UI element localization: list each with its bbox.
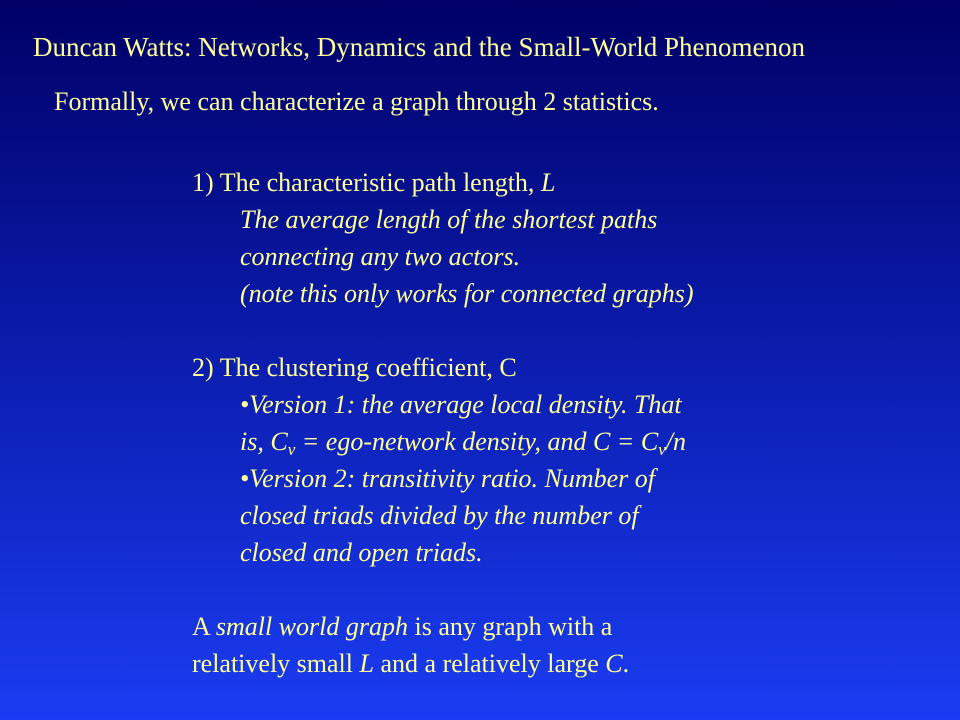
version1-line [192, 386, 694, 423]
stat1-line-text: The average length of the shortest paths [240, 205, 658, 234]
version2-text: closed triads divided by the number of [240, 501, 639, 530]
conclusion-part: and a relatively large [373, 649, 606, 678]
formula-part: is, C [240, 427, 288, 456]
version2-text: closed and open triads. [240, 538, 483, 567]
version1-text: •Version 1: the average local density. That [240, 390, 682, 419]
small-world-term: small world graph [215, 612, 408, 641]
conclusion-part: is any graph with a [408, 612, 613, 641]
conclusion-part: relatively small [192, 649, 360, 678]
stat1-line [192, 275, 694, 312]
version2-line [192, 460, 694, 497]
formula-part: /n [665, 427, 686, 456]
version1-line [192, 423, 694, 460]
spacer [192, 571, 694, 608]
subscript-v: v [287, 440, 296, 459]
formula-part: = ego-network density, and C = C [295, 427, 659, 456]
version1-formula [240, 427, 686, 459]
conclusion-part: . [622, 649, 630, 678]
conclusion-line [192, 645, 694, 682]
stat1-heading [192, 164, 694, 201]
spacer [192, 312, 694, 349]
stat1-line [192, 238, 694, 275]
slide-title: Duncan Watts: Networks, Dynamics and the Small-World Phenomenon [33, 32, 806, 62]
stat1-line [192, 201, 694, 238]
symbol-C: C [605, 649, 623, 678]
version2-text: •Version 2: transitivity ratio. Number of [240, 464, 655, 493]
version2-line [192, 534, 694, 571]
subscript-v: v [658, 440, 666, 459]
stat1-line-text: (note this only works for connected graphs) [240, 279, 694, 308]
conclusion-line [192, 608, 694, 645]
stat1-line-text: connecting any two actors. [240, 242, 521, 271]
slide-body [192, 164, 694, 682]
symbol-L: L [540, 168, 556, 197]
intro-text: Formally, we can characterize a graph through 2 statistics. [54, 87, 659, 116]
symbol-L: L [359, 649, 374, 678]
stat1-heading-text: 1) The characteristic path length, [192, 168, 541, 197]
version2-line [192, 497, 694, 534]
conclusion-part: A [192, 612, 216, 641]
stat2-heading: 2) The clustering coefficient, C [192, 353, 517, 382]
